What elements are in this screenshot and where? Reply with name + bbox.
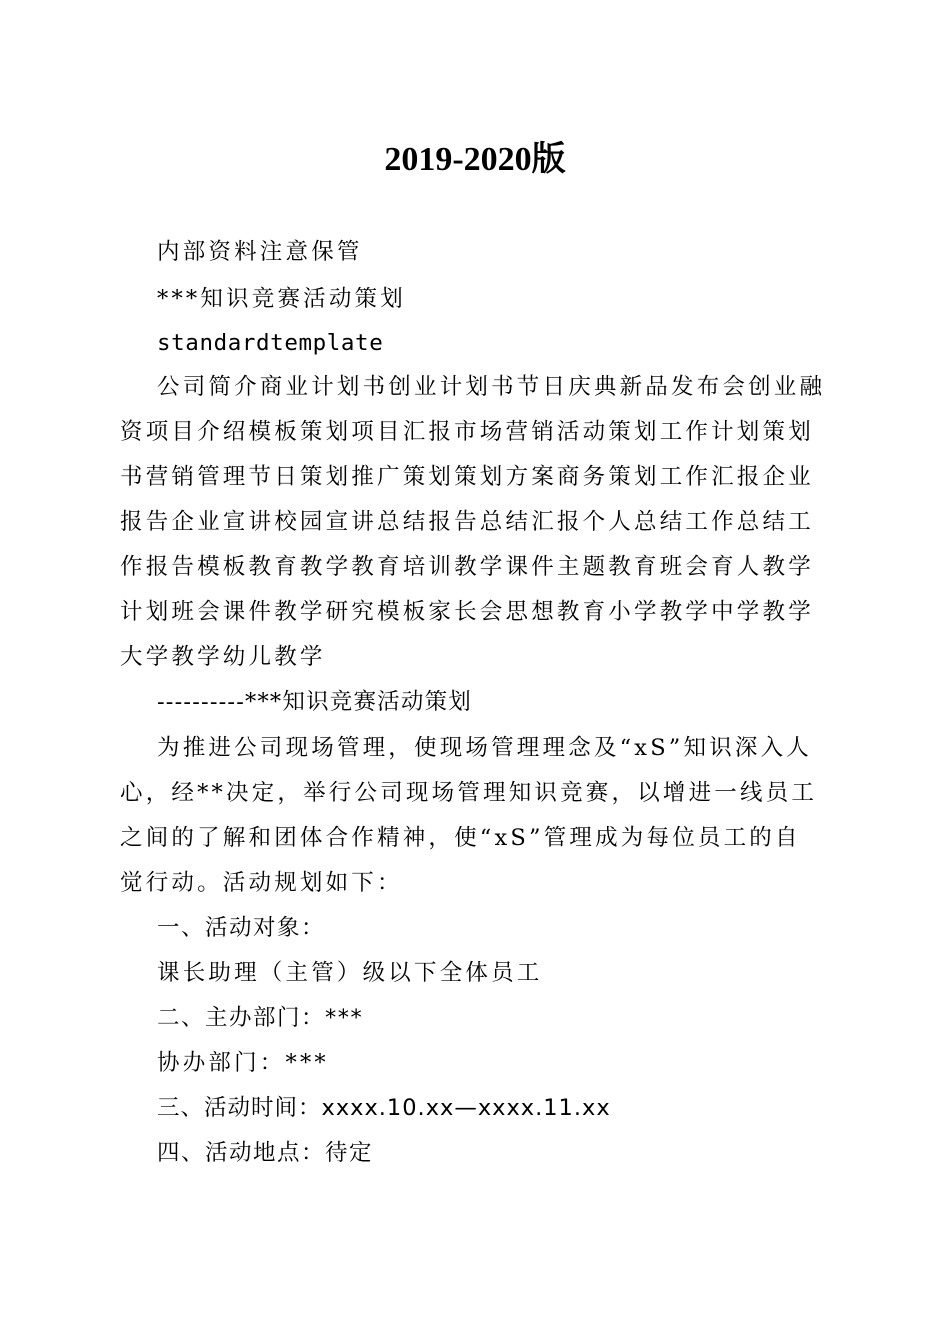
keyword-line: 作报告模板教育教学教育培训教学课件主题教育班会育人教学: [120, 554, 814, 580]
keyword-line: 计划班会课件教学研究模板家长会思想教育小学教学中学教学: [120, 599, 814, 625]
page-title: 2019-2020版: [384, 141, 566, 178]
intro-line: 为推进公司现场管理，使现场管理理念及“xS”知识深入人: [157, 735, 813, 761]
intro-line: 之间的了解和团体合作精神，使“xS”管理成为每位员工的自: [120, 825, 801, 851]
confidential-notice: 内部资料注意保管: [157, 239, 363, 265]
keyword-line: 资项目介绍模板策划项目汇报市场营销活动策划工作计划策划: [120, 419, 814, 445]
section-target-value: 课长助理（主管）级以下全体员工: [157, 960, 543, 986]
keyword-line: 大学教学幼儿教学: [120, 644, 326, 670]
intro-line: 觉行动。活动规划如下：: [120, 870, 403, 896]
section-location: 四、活动地点：待定: [157, 1140, 374, 1166]
section-co-organizer: 协办部门：***: [157, 1050, 329, 1076]
keyword-line: 书营销管理节日策划推广策划策划方案商务策划工作汇报企业: [120, 464, 814, 490]
section-organizer: 二、主办部门：***: [157, 1005, 364, 1031]
divider-title: ----------***知识竞赛活动策划: [157, 689, 472, 715]
section-target-heading: 一、活动对象：: [157, 915, 326, 941]
keyword-line: 公司简介商业计划书创业计划书节日庆典新品发布会创业融: [157, 374, 826, 400]
section-time: 三、活动时间：xxxx.10.xx—xxxx.11.xx: [157, 1095, 611, 1121]
keyword-line: 报告企业宣讲校园宣讲总结报告总结汇报个人总结工作总结工: [120, 509, 814, 535]
template-label: standardtemplate: [157, 330, 384, 356]
document-title: ***知识竞赛活动策划: [157, 286, 406, 312]
intro-line: 心，经**决定，举行公司现场管理知识竞赛，以增进一线员工: [120, 780, 818, 806]
